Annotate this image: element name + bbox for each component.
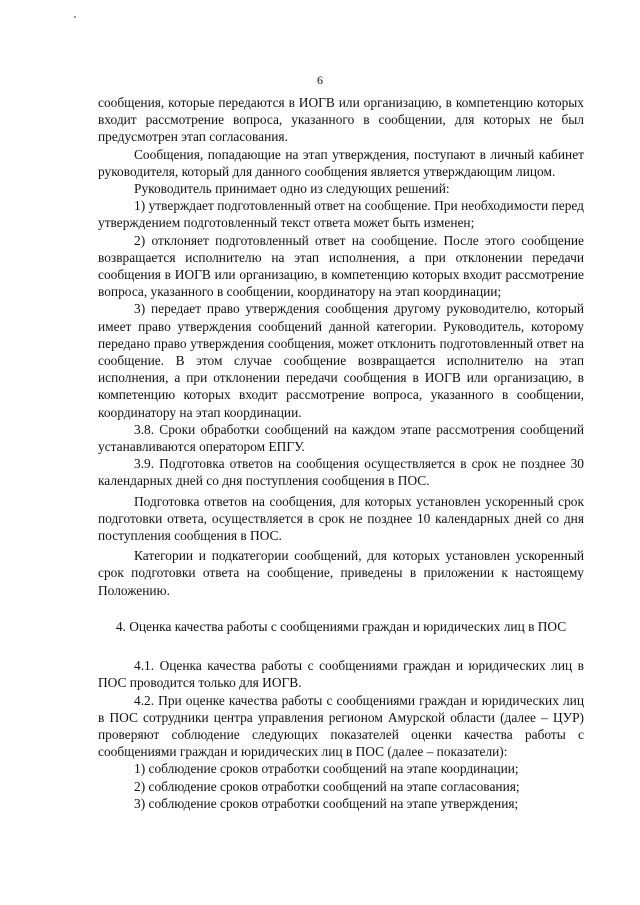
clause-3-8: 3.8. Сроки обработки сообщений на каждом этапе рассмотрения сообщений устанавливаются оператором ЕПГУ. [98,421,584,455]
clause-4-2: 4.2. При оценке качества работы с сообщениями граждан и юридических лиц в ПОС сотрудники центра управления регионом Амурской области (далее – ЦУР) проверяют соблюдение следующих показателей оценки качества работы с сообщениями граждан и юридических лиц в ПОС (далее – показатели): [98,692,584,760]
paragraph: Подготовка ответов на сообщения, для которых установлен ускоренный срок подготовки ответа, осуществляется в срок не позднее 10 календарных дней со дня поступления сообщения в ПОС. [98,493,584,544]
list-item: 1) утверждает подготовленный ответ на сообщение. При необходимости перед утверждением подготовленный текст ответа может быть изменен; [98,198,584,231]
document-body [98,94,584,812]
list-item: 3) передает право утверждения сообщения другому руководителю, который имеет право утверждения сообщений данной категории. Руководитель, которому передано право утверждения сообщения, может отклонить подготовленный ответ на сообщение. В этом случае сообщение возвращается исполнителю на этап исполнения, а при отклонении передачи сообщения в ИОГВ или организацию, в компетенцию которых входит рассмотрение вопроса, указанного в сообщении, координатору на этап координации. [98,301,584,420]
paragraph: Руководитель принимает одно из следующих решений: [134,181,450,197]
scan-speck [74,16,76,18]
paragraph: Категории и подкатегории сообщений, для которых установлен ускоренный срок подготовки ответа на сообщение, приведены в приложении к настоящему Положению. [98,548,584,598]
clause-3-9: 3.9. Подготовка ответов на сообщения осуществляется в срок не позднее 30 календарных дней со дня поступления сообщения в ПОС. [98,456,584,489]
paragraph-continuation: сообщения, которые передаются в ИОГВ или организацию, в компетенцию которых входит рассмотрение вопроса, указанного в сообщении, для которых не был предусмотрен этап согласования. [98,95,584,145]
list-item: 1) соблюдение сроков отработки сообщений на этапе координации; [134,761,519,777]
list-item: 2) соблюдение сроков отработки сообщений на этапе согласования; [134,778,520,794]
list-item: 3) соблюдение сроков отработки сообщений на этапе утверждения; [134,795,519,811]
paragraph: Сообщения, попадающие на этап утверждения, поступают в личный кабинет руководителя, который для данного сообщения является утверждающим лицом. [98,146,584,179]
list-item: 2) отклоняет подготовленный ответ на сообщение. После этого сообщение возвращается исполнителю на этап исполнения, а при отклонении передачи сообщения в ИОГВ или организацию, в компетенцию которых входит рассмотрение вопроса, указанного в сообщении, координатору на этап координации; [98,232,584,300]
page-number: 6 [317,73,323,87]
section-heading: 4. Оценка качества работы с сообщениями граждан и юридических лиц в ПОС [115,618,567,634]
clause-4-1: 4.1. Оценка качества работы с сообщениями граждан и юридических лиц в ПОС проводится только для ИОГВ. [98,658,584,691]
